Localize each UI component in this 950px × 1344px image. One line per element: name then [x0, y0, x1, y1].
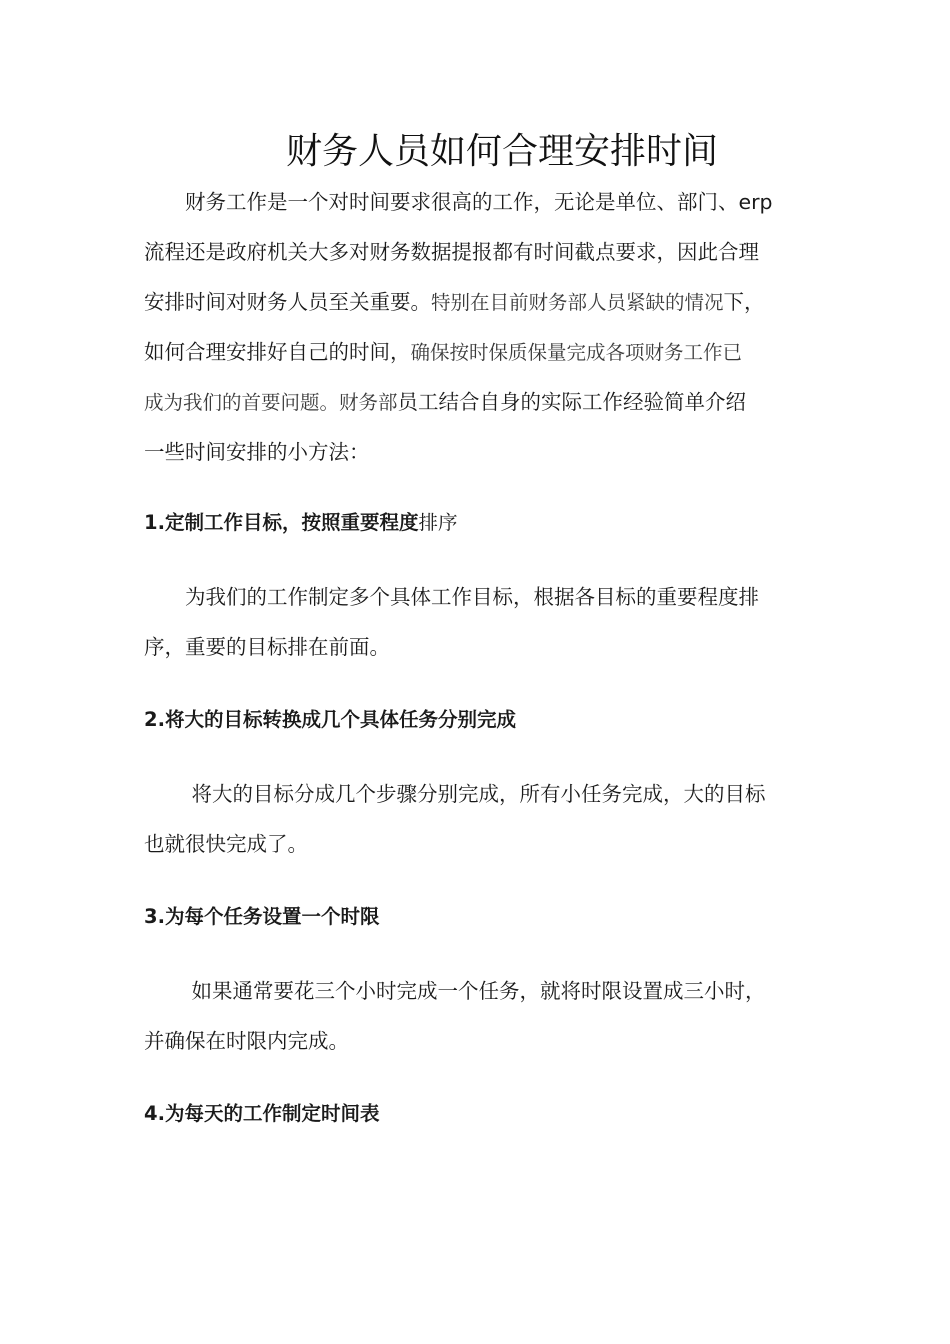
section-1-line-2: 序，重要的目标排在前面。: [144, 635, 390, 659]
intro-line-5-b: 员工结合自身的实际工作经验简单介绍: [397, 390, 747, 414]
intro-line-3-a: 安排时间对财务人员至关重要。: [144, 290, 431, 314]
intro-line-3-c: 下，: [723, 290, 765, 314]
section-heading-2: 2.将大的目标转换成几个具体任务分别完成: [144, 708, 516, 731]
section-heading-1-bold: 1.定制工作目标，按照重要程度: [144, 511, 419, 534]
intro-line-6: 一些时间安排的小方法：: [144, 440, 370, 464]
intro-line-4-b: 确保按时保质保量完成各项财务工作已: [410, 341, 743, 364]
intro-line-4-a: 如何合理安排好自己的时间，: [144, 340, 411, 364]
intro-line-5-a: 成为我们的首要问题。财务部: [144, 391, 398, 414]
section-3-line-2: 并确保在时限内完成。: [144, 1029, 349, 1053]
intro-line-4: [144, 327, 814, 377]
document-title: 财务人员如何合理安排时间: [285, 131, 718, 172]
section-paragraph-2: [144, 769, 814, 869]
section-paragraph-3: [144, 966, 814, 1066]
intro-line-5: [144, 377, 814, 427]
intro-paragraph: [144, 177, 814, 477]
section-heading-1-tail: 排序: [418, 511, 458, 534]
section-2-line-1: 将大的目标分成几个步骤分别完成，所有小任务完成，大的目标: [144, 782, 766, 806]
section-3-line-1: 如果通常要花三个小时完成一个任务，就将时限设置成三小时，: [144, 979, 766, 1003]
intro-line-3-b: 特别在目前财务部人员紧缺的情况: [431, 291, 724, 314]
section-paragraph-1: [144, 572, 814, 672]
intro-line-2: 流程还是政府机关大多对财务数据提报都有时间截点要求，因此合理: [144, 240, 759, 264]
section-heading-4: 4.为每天的工作制定时间表: [144, 1102, 380, 1125]
section-2-line-2: 也就很快完成了。: [144, 832, 308, 856]
section-heading-3: 3.为每个任务设置一个时限: [144, 905, 380, 928]
section-1-line-1: 为我们的工作制定多个具体工作目标，根据各目标的重要程度排: [144, 585, 759, 609]
intro-line-3: [144, 277, 814, 327]
section-heading-1: [144, 508, 458, 538]
intro-line-1: 财务工作是一个对时间要求很高的工作，无论是单位、部门、erp: [144, 190, 773, 214]
